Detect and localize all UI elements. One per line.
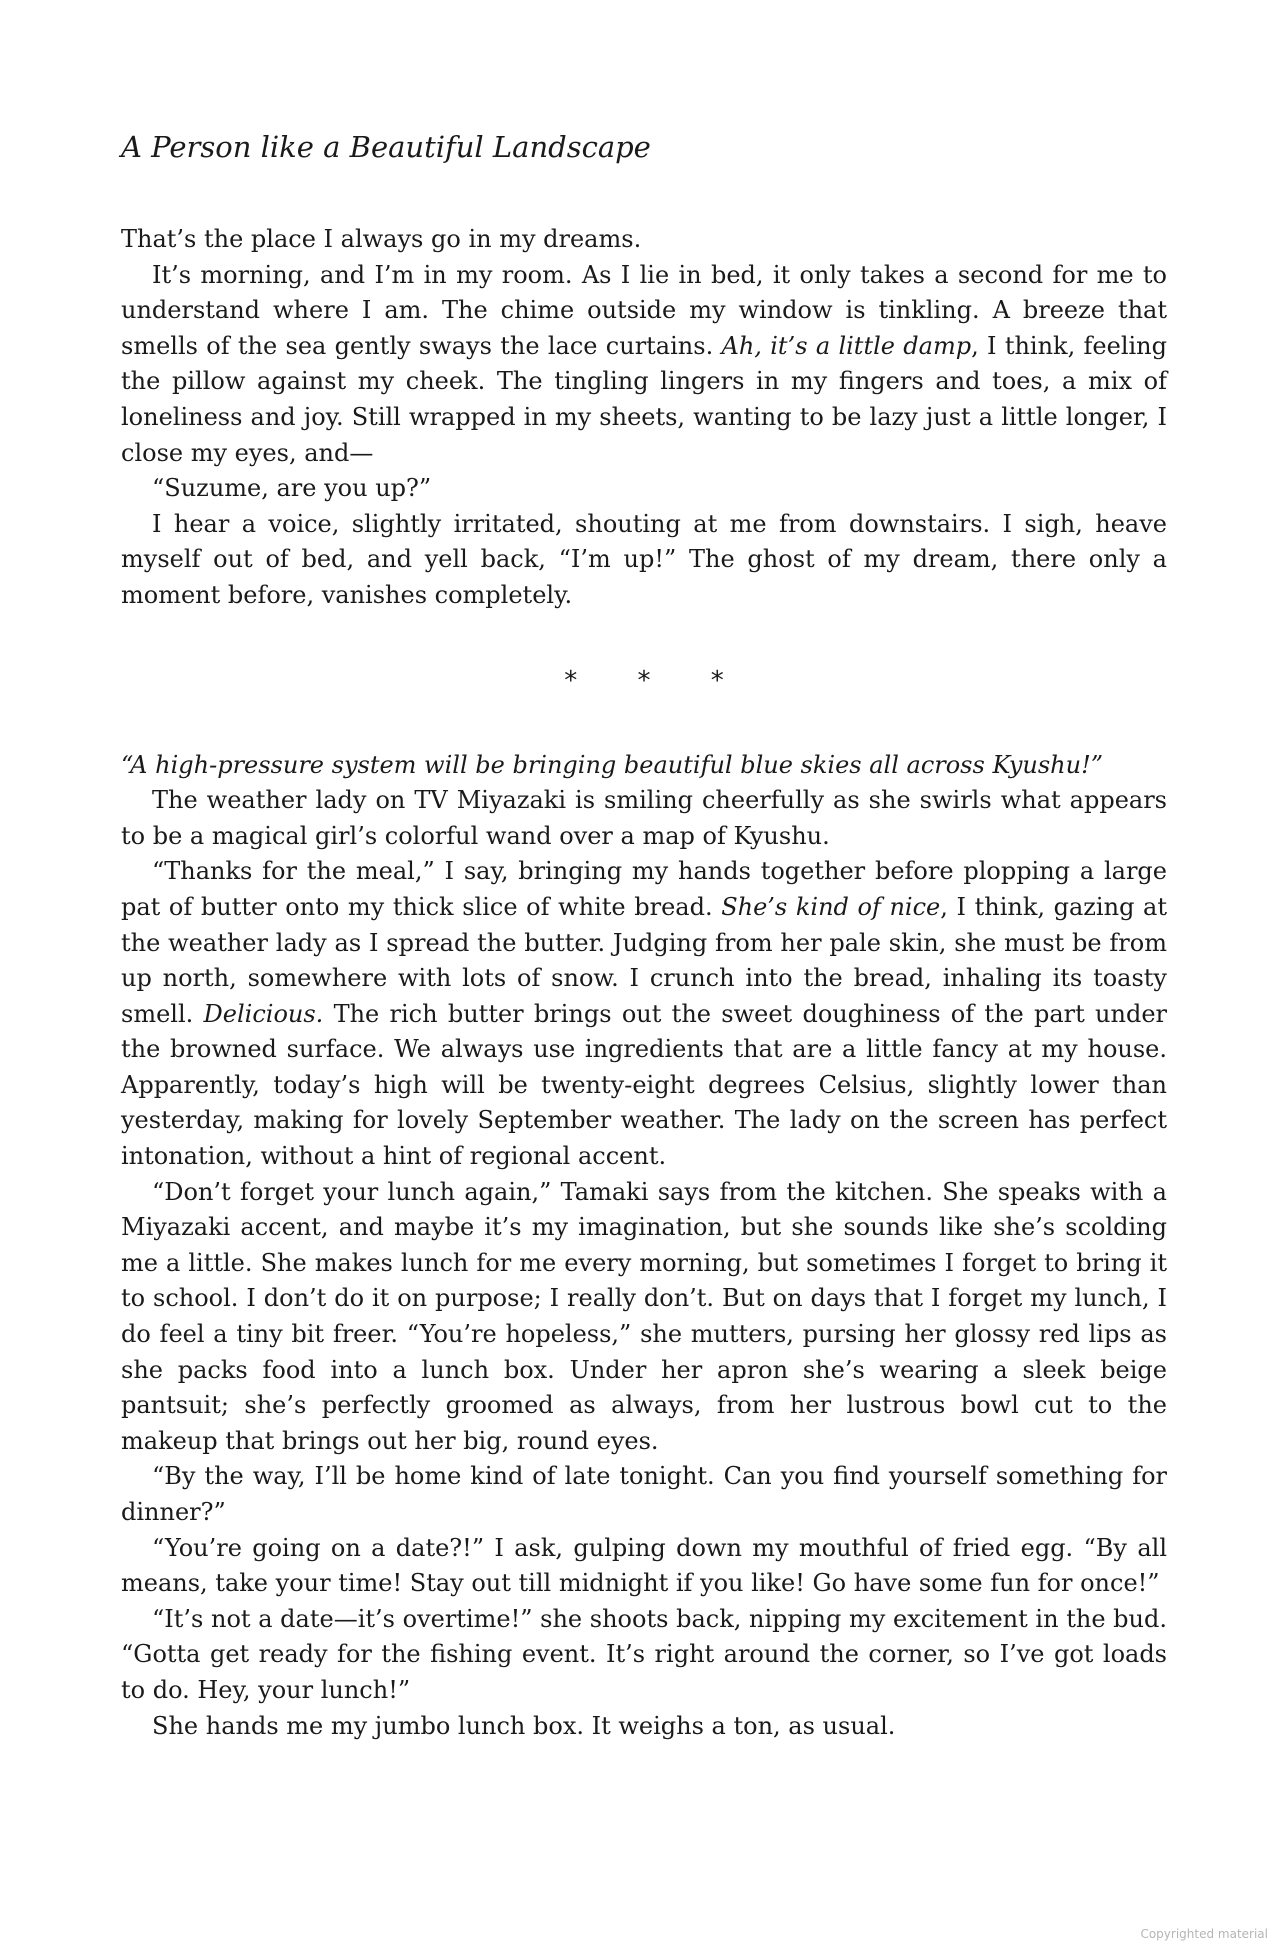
scene-break: [121, 614, 1167, 748]
text-run: “Thanks for the meal,” I say, bringing my hands together before plopping a large pat of butter onto my thick slice of white bread.: [121, 857, 1167, 921]
italic-broadcast: “A high-pressure system will be bringing beautiful blue skies all across Kyushu!”: [121, 750, 1103, 779]
text-run: It’s morning, and I’m in my room. As I lie in bed, it only takes a second for me to understand where I am. The chime outside my window is tinkling. A breeze that smells of the sea gently sways the lace curtains.: [121, 260, 1167, 360]
text-run: , I think, gazing at the weather lady as I spread the butter. Judging from her pale skin, she must be from up north, somewhere with lots of snow. I crunch into the bread, inhaling its toasty smell.: [121, 892, 1167, 1028]
paragraph: “Suzume, are you up?”: [152, 474, 432, 503]
italic-thought: Ah, it’s a little damp: [721, 331, 972, 360]
italic-thought: She’s kind of nice: [721, 892, 941, 921]
book-page: [121, 128, 1167, 1744]
paragraph: [121, 258, 1167, 472]
paragraph: She hands me my jumbo lunch box. It weighs a ton, as usual.: [152, 1711, 896, 1740]
section-two: [121, 748, 1167, 1745]
copyright-notice: Copyrighted material: [1140, 1927, 1268, 1941]
text-run: , I think, feeling the pillow against my cheek. The tingling lingers in my fingers and toes, a mix of loneliness and joy. Still wrapped in my sheets, wanting to be lazy just a little longer, I close my eyes, and—: [121, 331, 1167, 467]
paragraph: “It’s not a date—it’s overtime!” she shoots back, nipping my excitement in the bud. “Gotta get ready for the fishing event. It’s right around the corner, so I’ve got loads to do. Hey, your lunch!”: [121, 1604, 1167, 1704]
paragraph: [121, 748, 1167, 784]
section-one: [121, 222, 1167, 614]
paragraph: I hear a voice, slightly irritated, shouting at me from downstairs. I sigh, heave myself out of bed, and yell back, “I’m up!” The ghost of my dream, there only a moment before, vanishes completely.: [121, 509, 1167, 609]
chapter-title: A Person like a Beautiful Landscape: [121, 130, 651, 164]
paragraph: The weather lady on TV Miyazaki is smiling cheerfully as she swirls what appears to be a magical girl’s colorful wand over a map of Kyushu.: [121, 786, 1167, 850]
scene-break-asterisks: * * *: [564, 665, 724, 696]
paragraph: “Don’t forget your lunch again,” Tamaki says from the kitchen. She speaks with a Miyazaki accent, and maybe it’s my imagination, but she sounds like she’s scolding me a little. She makes lunch for me every morning, but sometimes I forget to bring it to school. I don’t do it on purpose; I really don’t. But on days that I forget my lunch, I do feel a tiny bit freer. “You’re hopeless,” she mutters, pursing her glossy red lips as she packs food into a lunch box. Under her apron she’s wearing a sleek beige pantsuit; she’s perfectly groomed as always, from her lustrous bowl cut to the makeup that brings out her big, round eyes.: [121, 1177, 1167, 1455]
text-run: The rich butter brings out the sweet doughiness of the part under the browned surface. We always use ingredients that are a little fancy at my house. Apparently, today’s high will be twenty-eight degrees Celsius, slightly lower than yesterday, making for lovely September weather. The lady on the screen has perfect intonation, without a hint of regional accent.: [121, 999, 1167, 1171]
paragraph: [121, 854, 1167, 1174]
italic-thought: Delicious.: [203, 999, 324, 1028]
paragraph: “By the way, I’ll be home kind of late tonight. Can you find yourself something for dinner?”: [121, 1462, 1167, 1526]
paragraph: That’s the place I always go in my dreams.: [121, 225, 642, 253]
paragraph: “You’re going on a date?!” I ask, gulping down my mouthful of fried egg. “By all means, take your time! Stay out till midnight if you like! Go have some fun for once!”: [121, 1533, 1167, 1598]
